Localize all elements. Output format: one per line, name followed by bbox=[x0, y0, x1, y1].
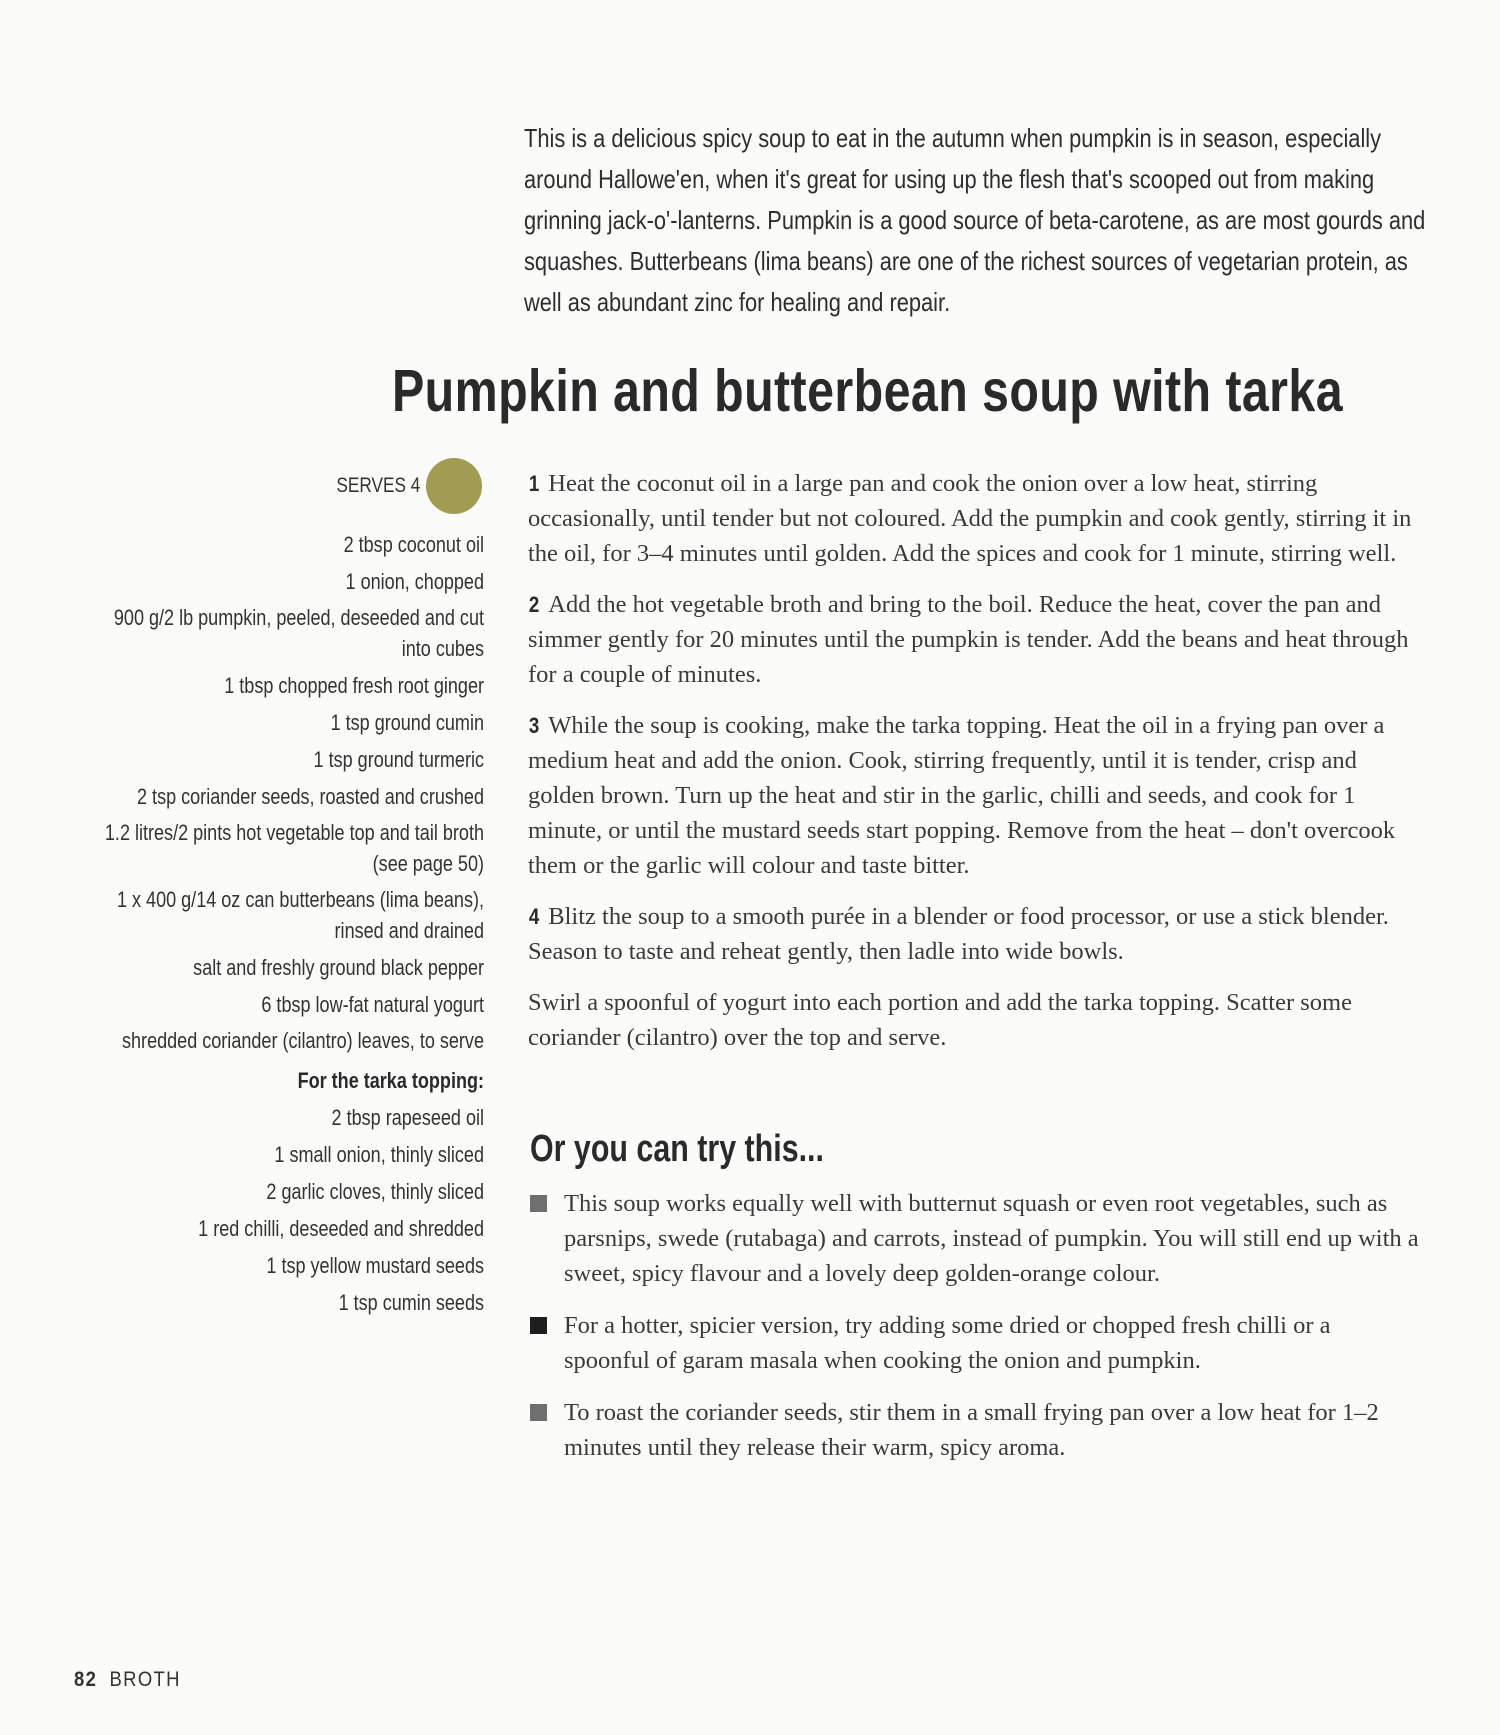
step-number: 1 bbox=[528, 471, 540, 496]
ingredient-item: 1.2 litres/2 pints hot vegetable top and tail broth (see page 50) bbox=[104, 820, 485, 876]
step-number: 2 bbox=[528, 592, 540, 617]
square-bullet-icon bbox=[530, 1317, 547, 1334]
tip-text: To roast the coriander seeds, stir them in a small frying pan over a low heat for 1–2 minutes until they release their warm, spicy aroma. bbox=[564, 1399, 1379, 1461]
method-step bbox=[528, 708, 1418, 883]
serving-note: Swirl a spoonful of yogurt into each portion and add the tarka topping. Scatter some coriander (cilantro) over the top and serve. bbox=[528, 989, 1352, 1051]
method-step bbox=[528, 466, 1418, 571]
tip-text: This soup works equally well with butternut squash or even root vegetables, such as parsnips, swede (rutabaga) and carrots, instead of pumpkin. You will still end up with a sweet, spicy flavour and a lovely deep golden-orange colour. bbox=[564, 1190, 1419, 1287]
step-number: 4 bbox=[528, 904, 540, 929]
ingredient-item: 1 tsp ground turmeric bbox=[313, 747, 484, 772]
tarka-ingredient-item: 2 tbsp rapeseed oil bbox=[331, 1105, 484, 1130]
tip-text: For a hotter, spicier version, try adding some dried or chopped fresh chilli or a spoonful of garam masala when cooking the onion and pumpkin. bbox=[564, 1312, 1331, 1374]
square-bullet-icon bbox=[530, 1195, 547, 1212]
tarka-ingredient-item: 1 tsp yellow mustard seeds bbox=[266, 1253, 484, 1278]
serves-dot-icon bbox=[426, 458, 482, 514]
ingredient-item: 6 tbsp low-fat natural yogurt bbox=[261, 992, 484, 1017]
tip-item bbox=[530, 1308, 1420, 1378]
square-bullet-icon bbox=[530, 1404, 547, 1421]
ingredient-item: salt and freshly ground black pepper bbox=[193, 955, 484, 980]
step-text: Blitz the soup to a smooth purée in a blender or food processor, or use a stick blender. Season to taste and reheat gently, then ladle into wide bowls. bbox=[528, 903, 1389, 965]
step-text: Heat the coconut oil in a large pan and cook the onion over a low heat, stirring occasionally, until tender but not coloured. Add the pumpkin and cook gently, stirring it in the oil, for 3–4 minutes until golden. Add the spices and cook for 1 minute, stirring well. bbox=[528, 470, 1412, 567]
tarka-ingredient-item: 1 small onion, thinly sliced bbox=[274, 1142, 484, 1167]
page-number: 82 bbox=[74, 1668, 98, 1691]
method-steps bbox=[528, 466, 1418, 1071]
tip-item bbox=[530, 1395, 1420, 1465]
ingredient-item: 900 g/2 lb pumpkin, peeled, deseeded and cut into cubes bbox=[113, 605, 484, 661]
step-number: 3 bbox=[528, 713, 540, 738]
ingredients-list bbox=[100, 528, 484, 1323]
step-text: Add the hot vegetable broth and bring to the boil. Reduce the heat, cover the pan and simmer gently for 20 minutes until the pumpkin is tender. Add the beans and heat through for a couple of minutes. bbox=[528, 591, 1409, 688]
ingredient-item: 1 tsp ground cumin bbox=[330, 710, 484, 735]
serves-label: SERVES 4 bbox=[336, 474, 420, 497]
page-footer bbox=[74, 1668, 181, 1692]
ingredient-item: 1 onion, chopped bbox=[345, 569, 484, 594]
section-name: BROTH bbox=[109, 1668, 181, 1691]
ingredient-item: 2 tsp coriander seeds, roasted and crushed bbox=[137, 784, 484, 809]
intro-paragraph: This is a delicious spicy soup to eat in the autumn when pumpkin is in season, especially around Hallowe'en, when it's great for using up the flesh that's scooped out from making grinning jack-o'-lanterns. Pumpkin is a good source of beta-carotene, as are most gourds and squashes. Butterbeans (lima beans) are one of the richest sources of vegetarian protein, as well as abundant zinc for healing and repair. bbox=[524, 123, 1426, 317]
method-step bbox=[528, 899, 1418, 969]
recipe-title: Pumpkin and butterbean soup with tarka bbox=[392, 358, 1344, 424]
ingredient-item: 2 tbsp coconut oil bbox=[343, 532, 484, 557]
step-text: While the soup is cooking, make the tarka topping. Heat the oil in a frying pan over a medium heat and add the onion. Cook, stirring frequently, until it is tender, crisp and golden brown. Turn up the heat and stir in the garlic, chilli and seeds, and cook for 1 minute, or until the mustard seeds start popping. Remove from the heat – don't overcook them or the garlic will colour and taste bitter. bbox=[528, 712, 1396, 879]
ingredient-item: shredded coriander (cilantro) leaves, to serve bbox=[122, 1028, 484, 1053]
ingredient-item: 1 tbsp chopped fresh root ginger bbox=[224, 673, 484, 698]
ingredient-item: 1 x 400 g/14 oz can butterbeans (lima beans), rinsed and drained bbox=[116, 887, 484, 943]
tip-item bbox=[530, 1186, 1420, 1291]
tarka-heading: For the tarka topping: bbox=[297, 1068, 484, 1093]
tarka-ingredient-item: 1 tsp cumin seeds bbox=[338, 1290, 484, 1315]
method-step bbox=[528, 587, 1418, 692]
serves-indicator bbox=[318, 458, 482, 514]
tarka-ingredient-item: 1 red chilli, deseeded and shredded bbox=[198, 1216, 484, 1241]
tips-list bbox=[530, 1186, 1420, 1482]
tarka-ingredient-item: 2 garlic cloves, thinly sliced bbox=[266, 1179, 484, 1204]
try-this-heading: Or you can try this... bbox=[530, 1128, 824, 1170]
